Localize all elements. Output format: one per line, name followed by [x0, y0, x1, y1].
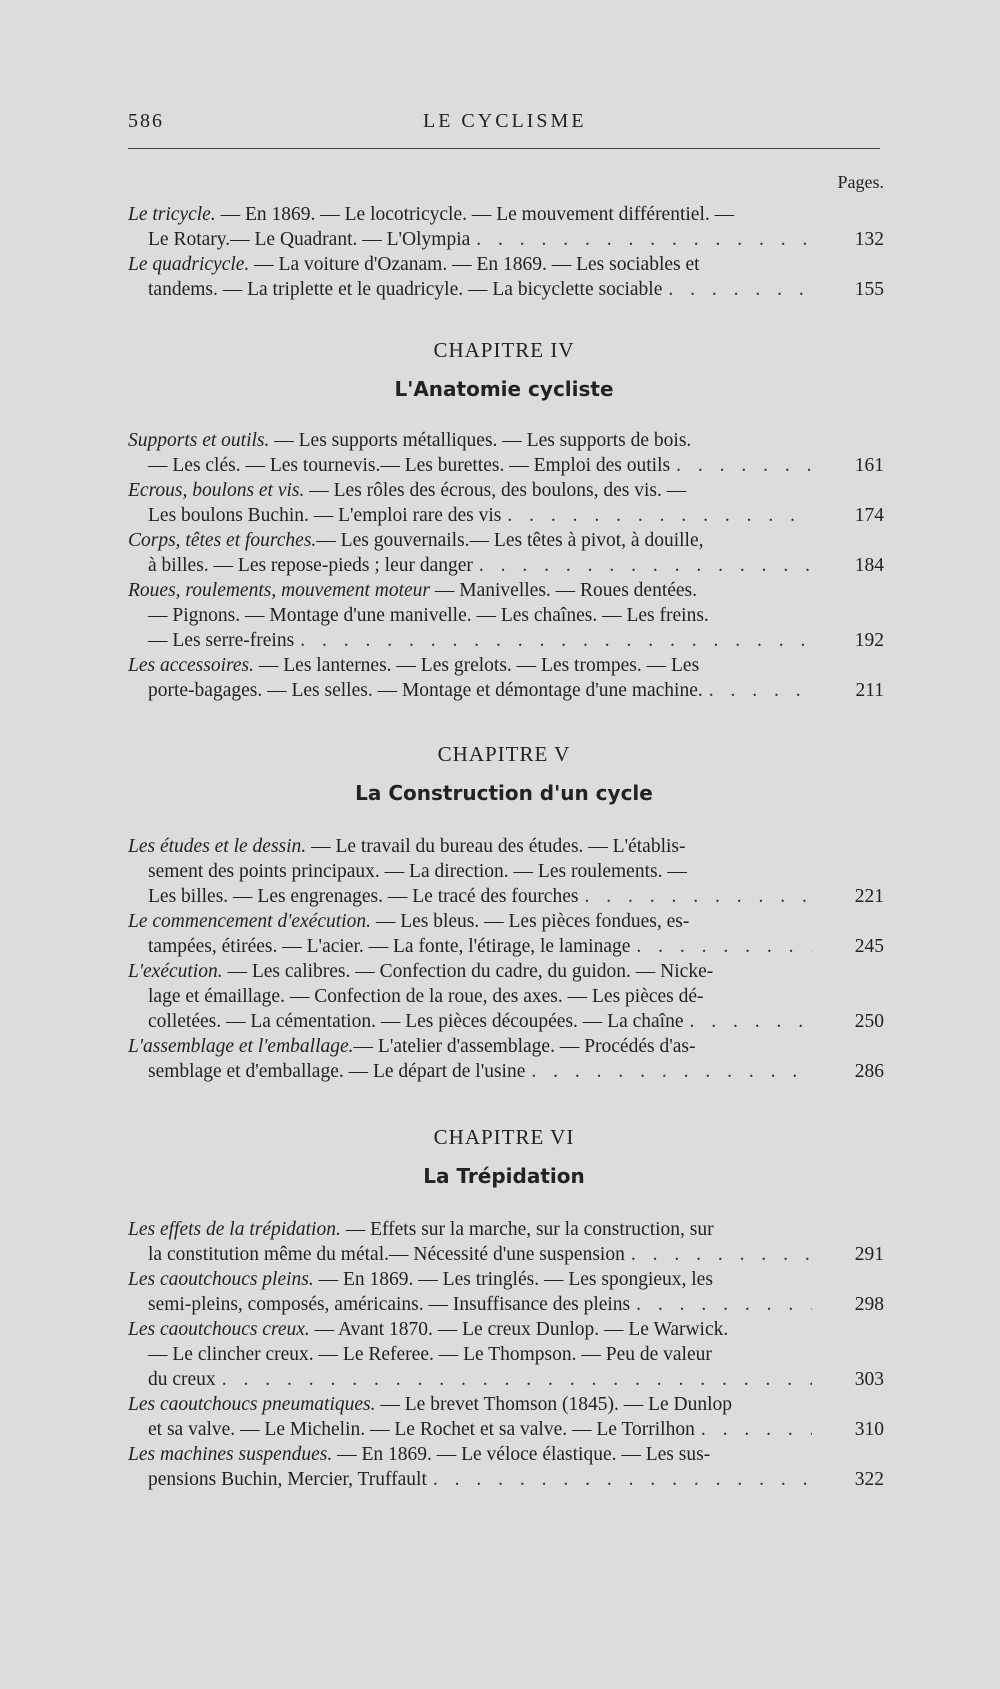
toc-entry: [128, 428, 884, 478]
dot-leader: [636, 1292, 812, 1317]
toc-entry-text: — Les calibres. — Confection du cadre, du guidon. — Nicke-: [222, 961, 714, 982]
toc-entry-last-line: [128, 1242, 818, 1267]
toc-section-chapter6: [128, 1217, 884, 1492]
chapter-title: L'Anatomie cycliste: [394, 377, 614, 401]
toc-entry-text: Le Rotary.— Le Quadrant. — L'Olympia: [148, 229, 471, 250]
toc-entry-first-line: [128, 959, 818, 984]
toc-page-number: 310: [854, 1419, 884, 1440]
toc-entry-heading: Les machines suspendues.: [128, 1444, 333, 1465]
dot-leader: [584, 884, 812, 909]
toc-entry: [128, 653, 884, 703]
toc-entry: [128, 1317, 884, 1392]
chapter-label: CHAPITRE V: [437, 742, 571, 766]
dot-leader: [689, 1009, 812, 1034]
dot-leader: [636, 934, 812, 959]
toc-entry-last-line: [128, 934, 818, 959]
toc-entry-middle-line: sement des points principaux. — La direction. — Les roulements. —: [148, 861, 687, 882]
toc-entry: [128, 1217, 884, 1267]
dot-leader: [668, 277, 812, 302]
toc-entry-last-line: [128, 277, 818, 302]
toc-entry-last-line: [128, 227, 818, 252]
toc-entry-heading: Roues, roulements, mouvement moteur: [128, 580, 431, 601]
toc-entry-first-line: [128, 1217, 818, 1242]
toc-page-number: 221: [854, 886, 884, 907]
toc-entry-first-line: [128, 653, 818, 678]
toc-entry-text: tandems. — La triplette et le quadricyle. — La bicyclette sociable: [148, 279, 663, 300]
toc-entry: [128, 1034, 884, 1084]
toc-entry-text: tampées, étirées. — L'acier. — La fonte, l'étirage, le laminage: [148, 936, 631, 957]
toc-page-number: 132: [854, 229, 884, 250]
toc-entry-text: pensions Buchin, Mercier, Truffault: [148, 1469, 427, 1490]
chapter-title: La Construction d'un cycle: [355, 781, 653, 805]
toc-page-number: 250: [854, 1011, 884, 1032]
toc-page-number: 245: [854, 936, 884, 957]
toc-entry: [128, 578, 884, 653]
dot-leader: [709, 678, 812, 703]
toc-entry-heading: Les effets de la trépidation.: [128, 1219, 341, 1240]
running-title: LE CYCLISME: [423, 110, 587, 132]
toc-entry-text: semblage et d'emballage. — Le départ de l'usine: [148, 1061, 526, 1082]
toc-page-number: 291: [854, 1244, 884, 1265]
page-number: 586: [128, 110, 164, 132]
toc-page-number: 322: [854, 1469, 884, 1490]
toc-entry-last-line: [128, 678, 818, 703]
toc-entry: [128, 1267, 884, 1317]
toc-entry-text: — Les lanternes. — Les grelots. — Les trompes. — Les: [254, 655, 700, 676]
toc-entry: [128, 834, 884, 909]
toc-entry-heading: Les accessoires.: [128, 655, 255, 676]
toc-entry-text: Les billes. — Les engrenages. — Le tracé des fourches: [148, 886, 579, 907]
toc-section-chapter5: [128, 834, 884, 1084]
toc-entry: [128, 252, 884, 302]
toc-page-number: 155: [854, 279, 884, 300]
toc-entry-last-line: [128, 1367, 818, 1392]
chapter-heading-4: [128, 338, 880, 401]
toc-entry-heading: Supports et outils.: [128, 430, 270, 451]
toc-entry-text: colletées. — La cémentation. — Les pièces découpées. — La chaîne: [148, 1011, 684, 1032]
toc-entry-text: — La voiture d'Ozanam. — En 1869. — Les sociables et: [249, 254, 700, 275]
toc-entry-text: — Avant 1870. — Le creux Dunlop. — Le Warwick.: [309, 1319, 729, 1340]
toc-entry-text: du creux: [148, 1369, 216, 1390]
toc-entry: [128, 909, 884, 959]
toc-entry-first-line: [128, 578, 818, 603]
toc-entry: [128, 959, 884, 1034]
dot-leader: [479, 553, 812, 578]
toc-entry-first-line: [128, 834, 818, 859]
toc-entry-text: Les boulons Buchin. — L'emploi rare des vis: [148, 505, 502, 526]
toc-page-number: 161: [854, 455, 884, 476]
toc-entry-first-line: [128, 1317, 818, 1342]
toc-entry: [128, 202, 884, 252]
dot-leader: [222, 1367, 812, 1392]
toc-entry-first-line: [128, 528, 818, 553]
toc-entry-heading: L'assemblage et l'emballage.: [128, 1036, 354, 1057]
toc-entry-first-line: [128, 428, 818, 453]
toc-entry: [128, 1392, 884, 1442]
toc-entry-first-line: [128, 1392, 818, 1417]
toc-entry-text: — Les gouvernails.— Les têtes à pivot, à douille,: [316, 530, 704, 551]
header-rule: [128, 148, 880, 149]
toc-page-number: 192: [854, 630, 884, 651]
toc-entry-text: et sa valve. — Le Michelin. — Le Rochet et sa valve. — Le Torrilhon: [148, 1419, 695, 1440]
dot-leader: [631, 1242, 812, 1267]
dot-leader: [300, 628, 812, 653]
toc-entry-last-line: [128, 884, 818, 909]
toc-entry-heading: L'exécution.: [128, 961, 223, 982]
dot-leader: [476, 227, 812, 252]
toc-entry-text: — Les clés. — Les tournevis.— Les burettes. — Emploi des outils: [148, 455, 671, 476]
toc-entry-first-line: [128, 909, 818, 934]
toc-entry-last-line: [128, 628, 818, 653]
toc-entry: [128, 478, 884, 528]
toc-entry-last-line: [128, 503, 818, 528]
chapter-heading-6: [128, 1125, 880, 1188]
toc-entry-text: — Le brevet Thomson (1845). — Le Dunlop: [375, 1394, 733, 1415]
toc-page-number: 298: [854, 1294, 884, 1315]
toc-entry: [128, 528, 884, 578]
toc-entry-middle-line: — Pignons. — Montage d'une manivelle. — Les chaînes. — Les freins.: [148, 605, 709, 626]
toc-entry-text: semi-pleins, composés, américains. — Insuffisance des pleins: [148, 1294, 631, 1315]
toc-page-number: 303: [854, 1369, 884, 1390]
toc-entry-text: — Les supports métalliques. — Les supports de bois.: [269, 430, 692, 451]
toc-entry-text: — Effets sur la marche, sur la construction, sur: [340, 1219, 714, 1240]
toc-entry-text: la constitution même du métal.— Nécessité d'une suspension: [148, 1244, 625, 1265]
toc-entry-first-line: [128, 252, 818, 277]
toc-entry-last-line: [128, 453, 818, 478]
pages-column-label: Pages.: [837, 172, 884, 192]
toc-entry-text: — En 1869. — Le locotricycle. — Le mouvement différentiel. —: [215, 204, 735, 225]
toc-entry-first-line: [128, 478, 818, 503]
toc-entry-text: — L'atelier d'assemblage. — Procédés d'as-: [353, 1036, 696, 1057]
toc-entry-text: porte-bagages. — Les selles. — Montage et démontage d'une machine.: [148, 680, 703, 701]
toc-entry-text: — En 1869. — Le véloce élastique. — Les sus-: [332, 1444, 711, 1465]
toc-entry-text: — Le travail du bureau des études. — L'établis-: [306, 836, 686, 857]
chapter-heading-5: [128, 742, 880, 805]
toc-entry-text: — En 1869. — Les tringlés. — Les spongieux, les: [313, 1269, 713, 1290]
dot-leader: [507, 503, 812, 528]
toc-page-number: 184: [854, 555, 884, 576]
toc-entry-last-line: [128, 1292, 818, 1317]
toc-entry-text: — Les serre-freins: [148, 630, 295, 651]
toc-entry-first-line: [128, 1034, 818, 1059]
toc-entry-heading: Les caoutchoucs creux.: [128, 1319, 310, 1340]
toc-entry-last-line: [128, 553, 818, 578]
chapter-label: CHAPITRE VI: [433, 1125, 575, 1149]
toc-entry-text: à billes. — Les repose-pieds ; leur danger: [148, 555, 473, 576]
toc-entry-text: — Manivelles. — Roues dentées.: [430, 580, 698, 601]
toc-entry-heading: Le commencement d'exécution.: [128, 911, 371, 932]
toc-entry-heading: Le quadricycle.: [128, 254, 250, 275]
toc-section-chapter4: [128, 428, 884, 703]
toc-page-number: 286: [854, 1061, 884, 1082]
toc-entry-text: — Les bleus. — Les pièces fondues, es-: [370, 911, 690, 932]
toc-entry-last-line: [128, 1059, 818, 1084]
toc-entry-first-line: [128, 1442, 818, 1467]
toc-entry-first-line: [128, 1267, 818, 1292]
dot-leader: [433, 1467, 812, 1492]
chapter-title: La Trépidation: [423, 1164, 585, 1188]
toc-section-top: [128, 202, 884, 302]
toc-entry-heading: Les caoutchoucs pneumatiques.: [128, 1394, 376, 1415]
dot-leader: [676, 453, 812, 478]
toc-entry-last-line: [128, 1417, 818, 1442]
toc-page-number: 174: [854, 505, 884, 526]
toc-entry-first-line: [128, 202, 818, 227]
toc-entry-heading: Les caoutchoucs pleins.: [128, 1269, 314, 1290]
chapter-label: CHAPITRE IV: [433, 338, 575, 362]
toc-entry-heading: Ecrous, boulons et vis.: [128, 480, 305, 501]
toc-entry-last-line: [128, 1009, 818, 1034]
dot-leader: [701, 1417, 812, 1442]
dot-leader: [531, 1059, 812, 1084]
toc-entry-last-line: [128, 1467, 818, 1492]
toc-entry-heading: Le tricycle.: [128, 204, 216, 225]
toc-entry-heading: Les études et le dessin.: [128, 836, 307, 857]
toc-page-number: 211: [855, 680, 884, 701]
toc-entry-middle-line: — Le clincher creux. — Le Referee. — Le Thompson. — Peu de valeur: [148, 1344, 712, 1365]
toc-entry-text: — Les rôles des écrous, des boulons, des vis. —: [304, 480, 687, 501]
toc-entry-heading: Corps, têtes et fourches.: [128, 530, 317, 551]
toc-entry: [128, 1442, 884, 1492]
toc-entry-middle-line: lage et émaillage. — Confection de la roue, des axes. — Les pièces dé-: [148, 986, 704, 1007]
running-head: [128, 110, 880, 140]
